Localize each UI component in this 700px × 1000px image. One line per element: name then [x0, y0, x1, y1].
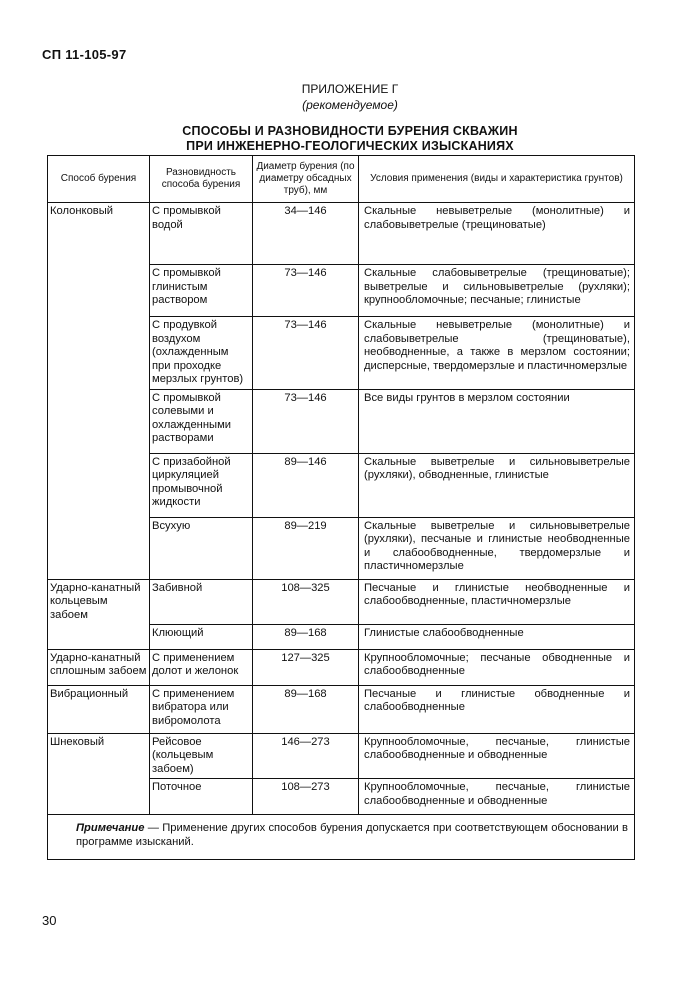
table-row: [48, 649, 635, 685]
cell-variant: Рейсовое (кольцевым забоем): [150, 733, 253, 779]
cell-method: Ударно-канатный сплошным забоем: [48, 649, 150, 685]
cell-diameter: 146—273: [253, 733, 359, 779]
cell-conditions: Скальные выветрелые и сильновыветрелые (рухляки), обводненные, глинистые: [359, 453, 635, 517]
table-title: [0, 124, 700, 154]
cell-conditions: Крупнообломочные, песчаные, глинистые слабообводненные и обводненные: [359, 733, 635, 779]
table-row: [48, 624, 635, 649]
cell-conditions: Песчаные и глинистые необводненные и слабообводненные, пластичномерзлые: [359, 579, 635, 624]
cell-method: Колонковый: [48, 203, 150, 265]
table-row: [48, 317, 635, 390]
cell-variant: С применением вибратора или вибромолота: [150, 685, 253, 733]
cell-method: [48, 453, 150, 517]
table-note: [48, 815, 635, 860]
table-row: [48, 203, 635, 265]
table-note-row: [48, 815, 635, 860]
cell-method: [48, 265, 150, 317]
cell-variant: С применением долот и желонок: [150, 649, 253, 685]
appendix-status: (рекомендуемое): [302, 98, 398, 112]
cell-variant: Поточное: [150, 779, 253, 815]
cell-diameter: 89—219: [253, 517, 359, 579]
cell-conditions: Скальные выветрелые и сильновыветрелые (рухляки), песчаные и глинистые необводненные и слабообводненные, твердомерзлые и пластичномерзлые: [359, 517, 635, 579]
drilling-methods-table-wrapper: [47, 155, 634, 860]
table-header-row: [48, 156, 635, 203]
cell-method: Шнековый: [48, 733, 150, 779]
header-diameter: Диаметр бурения (по диаметру обсадных труб), мм: [253, 156, 359, 203]
cell-diameter: 89—146: [253, 453, 359, 517]
document-code: СП 11-105-97: [42, 47, 127, 62]
cell-diameter: 127—325: [253, 649, 359, 685]
cell-diameter: 108—325: [253, 579, 359, 624]
cell-diameter: 108—273: [253, 779, 359, 815]
note-label: Примечание: [76, 822, 145, 834]
cell-variant: Клюющий: [150, 624, 253, 649]
cell-variant: Забивной: [150, 579, 253, 624]
cell-variant: С промывкой глинистым раствором: [150, 265, 253, 317]
header-conditions: Условия применения (виды и характеристика грунтов): [359, 156, 635, 203]
cell-method: [48, 317, 150, 390]
cell-method: Ударно-канатный кольцевым забоем: [48, 579, 150, 624]
cell-conditions: Крупнообломочные, песчаные, глинистые слабообводненные и обводненные: [359, 779, 635, 815]
cell-diameter: 73—146: [253, 317, 359, 390]
cell-conditions: Все виды грунтов в мерзлом состоянии: [359, 389, 635, 453]
cell-method: [48, 779, 150, 815]
cell-diameter: 89—168: [253, 624, 359, 649]
note-text: — Применение других способов бурения допускается при соответствующем обосновании в программе изысканий.: [76, 822, 628, 848]
cell-variant: С промывкой солевыми и охлажденными растворами: [150, 389, 253, 453]
title-line-1: СПОСОБЫ И РАЗНОВИДНОСТИ БУРЕНИЯ СКВАЖИН: [182, 124, 518, 138]
cell-variant: С продувкой воздухом (охлажденным при проходке мерзлых грунтов): [150, 317, 253, 390]
header-method: Способ бурения: [48, 156, 150, 203]
table-row: [48, 779, 635, 815]
drilling-methods-table: [47, 155, 635, 860]
table-row: [48, 733, 635, 779]
table-row: [48, 579, 635, 624]
cell-method: [48, 389, 150, 453]
cell-variant: С призабойной циркуляцией промывочной жидкости: [150, 453, 253, 517]
appendix-label: ПРИЛОЖЕНИЕ Г: [301, 82, 399, 96]
cell-diameter: 34—146: [253, 203, 359, 265]
cell-conditions: Скальные слабовыветрелые (трещиноватые); выветрелые и сильновыветрелые (рухляки); крупнообломочные; песчаные; глинистые: [359, 265, 635, 317]
cell-conditions: Скальные невыветрелые (монолитные) и слабовыветрелые (трещиноватые), необводненные, а также в мерзлом состоянии; дисперсные, твердомерзлые и пластичномерзлые: [359, 317, 635, 390]
title-line-2: ПРИ ИНЖЕНЕРНО-ГЕОЛОГИЧЕСКИХ ИЗЫСКАНИЯХ: [186, 139, 514, 153]
table-row: [48, 517, 635, 579]
cell-method: [48, 517, 150, 579]
cell-conditions: Песчаные и глинистые обводненные и слабообводненные: [359, 685, 635, 733]
table-row: [48, 685, 635, 733]
cell-method: [48, 624, 150, 649]
cell-diameter: 73—146: [253, 389, 359, 453]
table-row: [48, 265, 635, 317]
cell-conditions: Крупнообломочные; песчаные обводненные и слабообводненные: [359, 649, 635, 685]
cell-diameter: 89—168: [253, 685, 359, 733]
table-row: [48, 389, 635, 453]
cell-method: Вибрационный: [48, 685, 150, 733]
table-row: [48, 453, 635, 517]
cell-variant: Всухую: [150, 517, 253, 579]
header-variant: Разновидность способа бурения: [150, 156, 253, 203]
cell-conditions: Скальные невыветрелые (монолитные) и слабовыветрелые (трещиноватые): [359, 203, 635, 265]
cell-conditions: Глинистые слабообводненные: [359, 624, 635, 649]
cell-variant: С промывкой водой: [150, 203, 253, 265]
page-number: 30: [42, 913, 57, 928]
cell-diameter: 73—146: [253, 265, 359, 317]
